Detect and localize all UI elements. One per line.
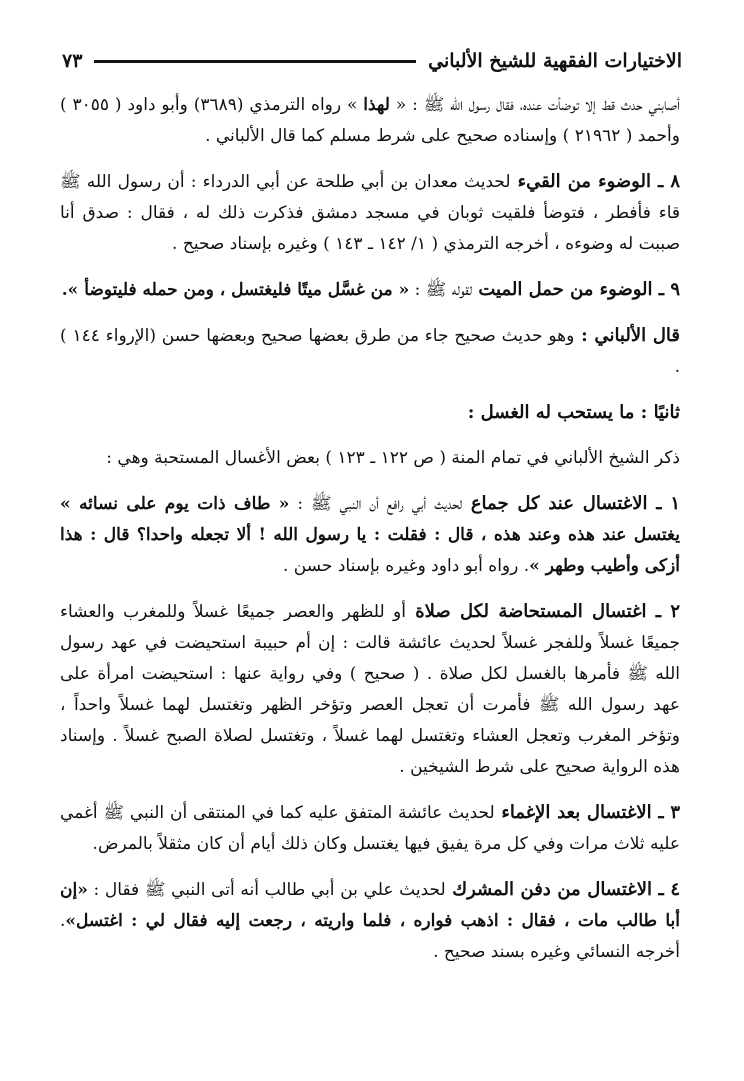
paragraph-albani-comment — [60, 320, 680, 383]
paragraph-text: لحديث عائشة المتفق عليه كما في المنتقى أن النبي ﷺ أغمي عليه ثلاث مرات وفي كل مرة يفيق فيها يغتسل وكان ذلك أيام أن كان مثقلاً بالمرض. — [60, 803, 680, 854]
page-number: ٧٣ — [62, 50, 83, 72]
paragraph-secondly — [60, 397, 680, 429]
paragraph-8-vomit — [60, 166, 680, 260]
speaker-label: قال الألباني : — [574, 325, 680, 346]
hadith-quote: « طاف ذات يوم على نسائه » يغتسل عند هذه وعند هذه ، قال : فقلت : يا رسول الله ! ألا تجعله واحدا؟ قال : هذا أزكى وأطيب وطهر » — [60, 494, 680, 576]
paragraph-9-carrying-dead — [60, 274, 680, 306]
paragraph-text: لقوله ﷺ : — [409, 280, 473, 300]
paragraph-text: » رواه الترمذي (٣٦٨٩) وأبو داود ( ٣٠٥٥ ) وأحمد ( ٢١٩٦٢ ) وإسناده صحيح على شرط مسلم كما قال الألباني . — [60, 95, 680, 146]
paragraph-text: لحديث معدان بن أبي طلحة عن أبي الدرداء : أن رسول الله ﷺ قاء فأفطر ، فتوضأ فلقيت ثوبان في مسجد دمشق فذكرت ذلك له ، فقال : صدق أنا صببت له وضوءه ، أخرجه الترمذي ( ١/ ١٤٢ ـ ١٤٣ ) وغيره بإسناد صحيح . — [60, 172, 680, 254]
hadith-quote: « من غسَّل ميتًا فليغتسل ، ومن حمله فليتوضأ ». — [61, 280, 410, 300]
paragraph-2-mustahada — [60, 596, 680, 783]
paragraph-4-burial — [60, 874, 680, 968]
paragraph-1-intercourse — [60, 488, 680, 582]
section-heading: ٢ ـ اغتسال المستحاضة لكل صلاة — [405, 601, 680, 622]
paragraph-1 — [60, 90, 680, 152]
hadith-quote: «إن أبا طالب مات ، فقال : اذهب فواره ، فلما واريته ، رجعت إليه فقال لي : اغتسل» — [60, 880, 680, 931]
section-heading: ١ ـ الاغتسال عند كل جماع — [462, 493, 681, 514]
section-title: ثانيًا : ما يستحب له الغسل : — [467, 402, 680, 423]
paragraph-intro — [60, 443, 680, 474]
book-title: الاختيارات الفقهية للشيخ الألباني — [428, 50, 682, 72]
header-rule — [94, 60, 416, 63]
paragraph-text: وهو حديث صحيح جاء من طرق بعضها صحيح وبعضها حسن (الإرواء ١٤٤ ) . — [60, 326, 680, 377]
section-heading: ٩ ـ الوضوء من حمل الميت — [472, 279, 680, 300]
hadith-quote: لهذا — [363, 95, 390, 115]
page-body — [60, 90, 680, 968]
section-heading: ٤ ـ الاغتسال من دفن المشرك — [445, 879, 680, 900]
paragraph-text: أو للظهر والعصر جميعًا غسلاً وللمغرب والعشاء جميعًا غسلاً وللفجر غسلاً لحديث عائشة قالت : إن أم حبيبة استحيضت في عهد رسول الله ﷺ فأمرها بالغسل لكل صلاة . ( صحيح ) وفي رواية عنها : استحيضت امرأة على عهد رسول الله ﷺ فأمرت أن تعجل العصر وتؤخر الظهر وتغتسل لهما غسلاً واحداً ، وتؤخر المغرب وتعجل العشاء وتغتسل لهما غسلاً ، وتغتسل لصلاة الصبح غسلاً . وإسناد هذه الرواية صحيح على شرط الشيخين . — [60, 602, 680, 777]
paragraph-text: أصابني حدث قط إلا توضأت عنده، فقال رسول الله ﷺ : « — [389, 95, 680, 115]
paragraph-text: . رواه أبو داود وغيره بإسناد حسن . — [283, 556, 530, 576]
section-heading: ٨ ـ الوضوء من القيء — [510, 171, 681, 192]
paragraph-text: . أخرجه النسائي وغيره بسند صحيح . — [60, 911, 680, 962]
paragraph-text: ذكر الشيخ الألباني في تمام المنة ( ص ١٢٢ ـ ١٢٣ ) بعض الأغسال المستحبة وهي : — [106, 448, 680, 468]
paragraph-3-fainting — [60, 797, 680, 860]
paragraph-text: لحديث علي بن أبي طالب أنه أتى النبي ﷺ فقال : — [87, 880, 446, 900]
paragraph-text: لحديث أبي رافع أن النبي ﷺ : — [289, 494, 463, 514]
running-header — [62, 46, 682, 76]
section-heading: ٣ ـ الاغتسال بعد الإغماء — [494, 802, 681, 823]
